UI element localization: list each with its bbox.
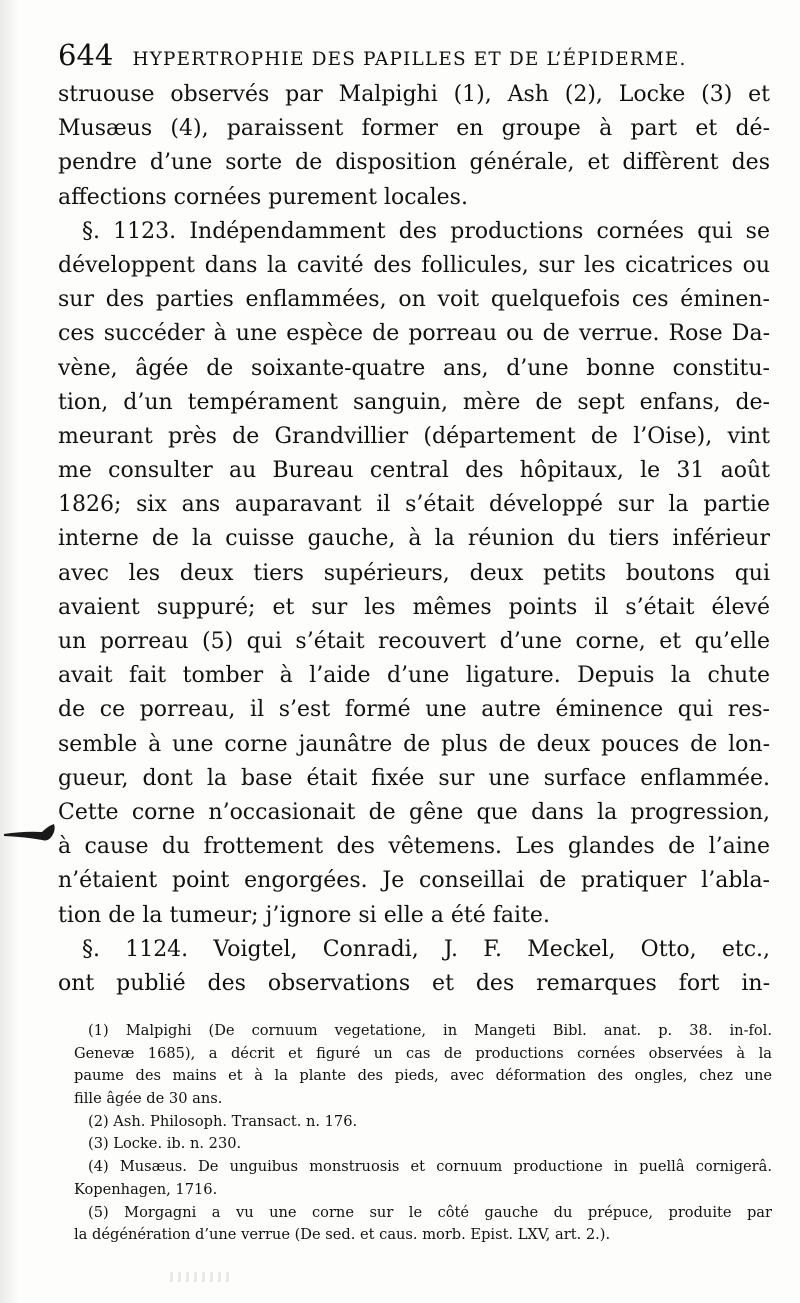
body-line: affections cornées purement locales. [58,184,468,210]
footnote-line: Genevæ 1685), a décrit et figuré un cas de productions cornées observées à la [74,1044,772,1062]
body-line: vène, âgée de soixante-quatre ans, d’une bonne constitu- [58,355,770,381]
body-line: avait fait tomber à l’aide d’une ligature. Depuis la chute [58,663,770,689]
page-gutter-shadow [0,0,18,1303]
footnote-3: (3) Locke. ib. n. 230. [88,1135,242,1153]
body-line: me consulter au Bureau central des hôpitaux, le 31 août [58,458,770,484]
footnote-5: (5) Morgagni a vu une corne sur le côté gauche du prépuce, produite par [88,1203,772,1221]
body-line: meurant près de Grandvillier (département de l’Oise), vint [58,423,770,449]
page-header [58,38,778,78]
body-line: semble à une corne jaunâtre de plus de deux pouces de lon- [58,731,770,757]
body-line: 1826; six ans auparavant il s’était développé sur la partie [58,492,770,518]
footnote-1: (1) Malpighi (De cornuum vegetatione, in Mangeti Bibl. anat. p. 38. in-fol. [88,1022,772,1039]
body-line: à cause du frottement des vêtemens. Les glandes de l’aine [58,834,770,860]
margin-pointer-mark-icon [2,818,58,848]
page-number: 644 [58,38,114,72]
body-line: un porreau (5) qui s’était recouvert d’une corne, et qu’elle [58,629,770,654]
footnote-line: fille âgée de 30 ans. [74,1090,223,1108]
body-line: n’étaient point engorgées. Je conseillai de pratiquer l’abla- [58,868,770,894]
body-line: avec les deux tiers supérieurs, deux petits boutons qui [58,560,770,586]
footnotes [74,1020,772,1247]
body-line: tion de la tumeur; j’ignore si elle a été faite. [58,902,550,928]
body-line: ces succéder à une espèce de porreau ou de verrue. Rose Da- [58,321,770,347]
running-head: HYPERTROPHIE DES PAPILLES ET DE L’ÉPIDERME. [132,49,687,70]
body-line: avaient suppuré; et sur les mêmes points il s’était élevé [58,594,770,620]
body-line: interne de la cuisse gauche, à la réunion du tiers inférieur [58,526,770,552]
body-line: struouse observés par Malpighi (1), Ash (2), Locke (3) et [58,82,770,107]
body-text [58,78,770,1001]
footnote-2: (2) Ash. Philosoph. Transact. n. 176. [88,1112,358,1130]
paper-speck [170,1272,230,1282]
footnote-line: paume des mains et à la plante des pieds, avec déformation des ongles, chez une [74,1067,772,1085]
footnote-4: (4) Musæus. De unguibus monstruosis et cornuum productione in puellâ cornigerâ. [88,1158,772,1176]
body-line: ont publié des observations et des remarques fort in- [58,970,770,996]
footnote-line: la dégénération d’une verrue (De sed. et caus. morb. Epist. LXV, art. 2.). [74,1226,611,1244]
body-line: de ce porreau, il s’est formé une autre éminence qui res- [58,697,770,723]
footnote-line: Kopenhagen, 1716. [74,1180,218,1198]
body-line: gueur, dont la base était fixée sur une surface enflammée. [58,765,770,791]
body-line: Cette corne n’occasionait de gêne que dans la progression, [58,799,770,825]
body-line: développent dans la cavité des follicules, sur les cicatrices ou [58,252,770,278]
paragraph-1124-start: §. 1124. Voigtel, Conradi, J. F. Meckel, Otto, etc., [82,936,770,962]
body-line: tion, d’un tempérament sanguin, mère de sept enfans, de- [58,389,770,415]
body-line: pendre d’une sorte de disposition générale, et diffèrent des [58,150,770,176]
body-line: Musæus (4), paraissent former en groupe à part et dé- [58,116,770,142]
paragraph-1123-start: §. 1123. Indépendamment des productions cornées qui se [82,218,770,244]
body-line: sur des parties enflammées, on voit quelquefois ces éminen- [58,287,770,313]
